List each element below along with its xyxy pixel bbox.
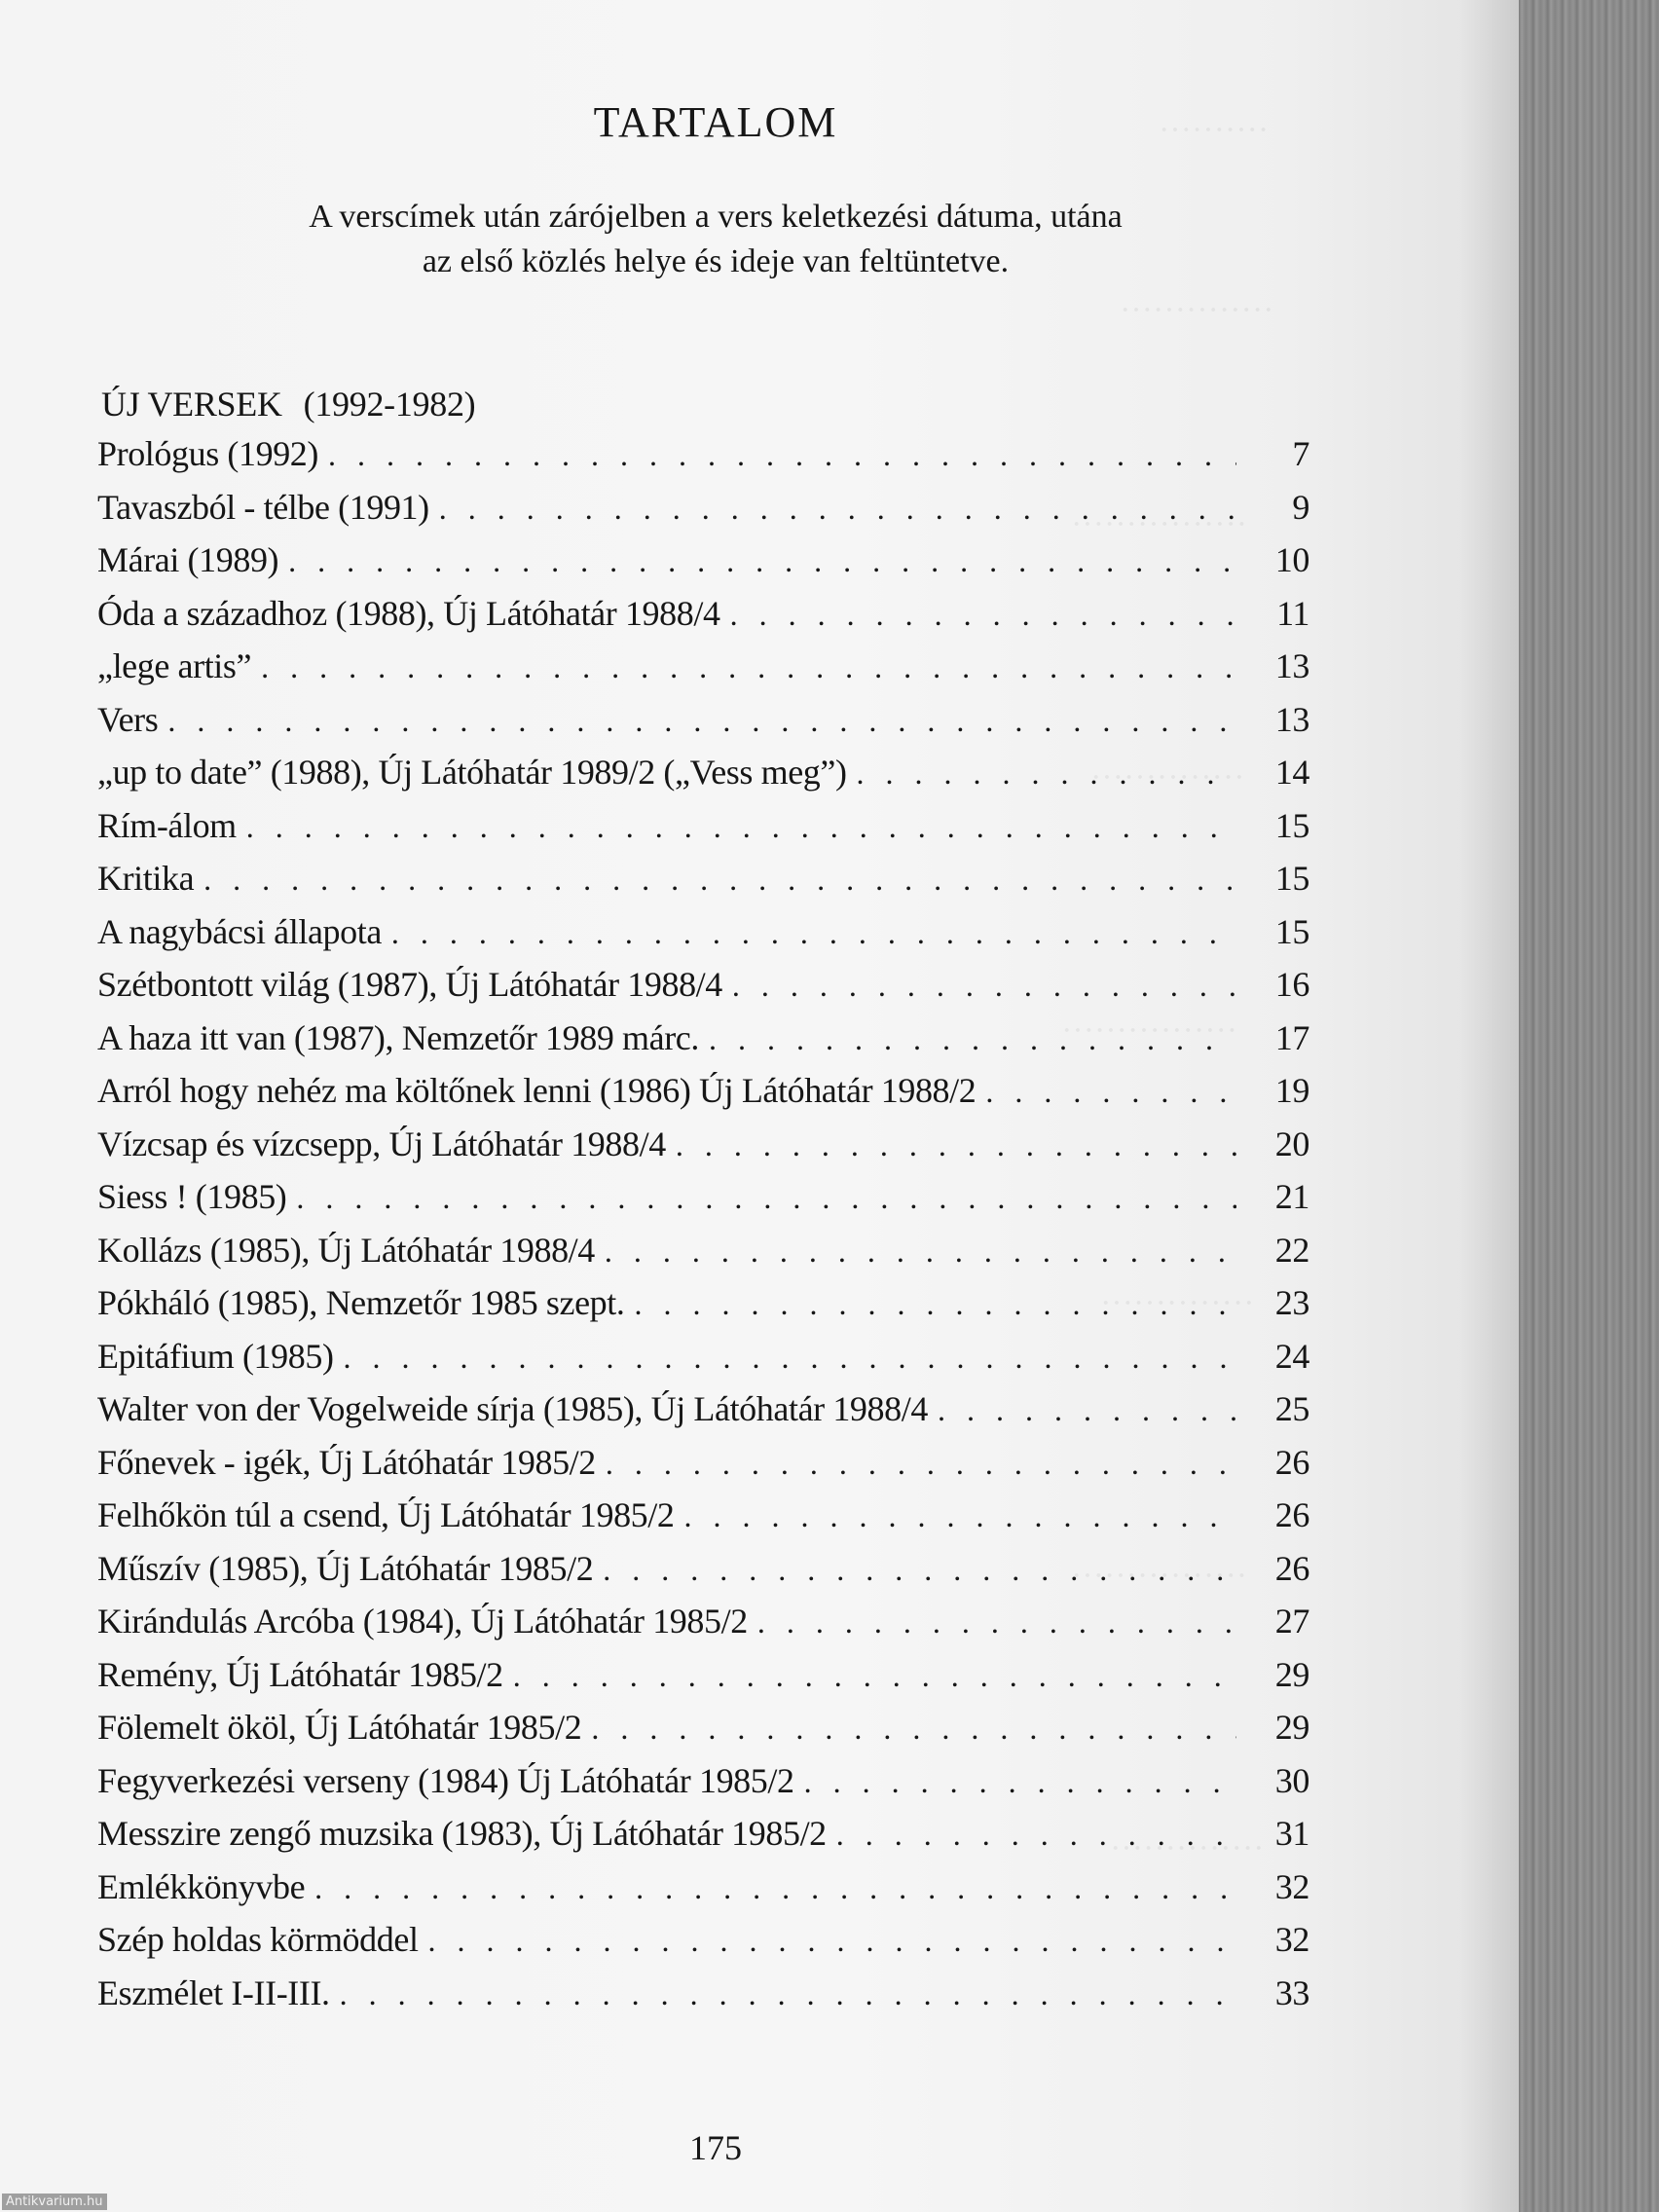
toc-leader-dots	[513, 1658, 1236, 1694]
toc-entry-title: A nagybácsi állapota	[97, 911, 382, 951]
section-name: ÚJ VERSEK	[101, 385, 282, 424]
toc-leader-dots	[732, 968, 1236, 1004]
toc-entry-title: Fegyverkezési verseny (1984) Új Látóhatár 1985/2	[97, 1760, 794, 1800]
toc-entry-title: Kirándulás Arcóba (1984), Új Látóhatár 1985/2	[97, 1602, 748, 1641]
toc-entry-page: 33	[1274, 1972, 1309, 2012]
toc-entry-title: Óda a századhoz (1988), Új Látóhatár 1988/4	[97, 593, 720, 633]
toc-entry	[97, 1442, 1309, 1495]
toc-leader-dots	[836, 1817, 1236, 1853]
toc-entry-page: 17	[1274, 1017, 1309, 1057]
toc-entry-page: 15	[1274, 859, 1309, 898]
toc-entry	[97, 539, 1309, 593]
toc-entry	[97, 911, 1309, 965]
toc-entry	[97, 645, 1309, 699]
toc-entry-title: Vízcsap és vízcsepp, Új Látóhatár 1988/4	[97, 1124, 666, 1163]
toc-leader-dots	[288, 543, 1236, 579]
toc-entry	[97, 1601, 1309, 1654]
watermark: Antikvarium.hu	[2, 2194, 107, 2210]
toc-leader-dots	[804, 1764, 1236, 1800]
toc-entry	[97, 805, 1309, 859]
toc-entry-title: „up to date” (1988), Új Látóhatár 1989/2 („Vess meg”)	[97, 753, 847, 792]
toc-leader-dots	[605, 1234, 1236, 1270]
toc-leader-dots	[730, 597, 1236, 633]
toc-entry-page: 11	[1276, 593, 1309, 633]
toc-entry-page: 10	[1274, 540, 1309, 579]
show-through-texture: ·········· ·············· ················ ·············· ················ ·············· ················ ··············	[1061, 112, 1274, 1866]
toc-leader-dots	[203, 862, 1236, 898]
toc-entry-title: Műszív (1985), Új Látóhatár 1985/2	[97, 1548, 594, 1588]
toc-entry-page: 26	[1274, 1442, 1309, 1482]
toc-entry-title: Vers	[97, 699, 159, 739]
toc-entry-page: 29	[1274, 1654, 1309, 1694]
toc-entry-page: 26	[1274, 1548, 1309, 1588]
toc-leader-dots	[246, 809, 1236, 845]
toc-leader-dots	[261, 649, 1236, 685]
toc-entry	[97, 1760, 1309, 1814]
toc-entry	[97, 699, 1309, 753]
toc-entry	[97, 1230, 1309, 1283]
toc-entry	[97, 433, 1309, 487]
intro-note-line-2: az első közlés helye és ideje van feltüntetve.	[422, 243, 1010, 279]
toc-entry	[97, 1176, 1309, 1230]
toc-entry-page: 7	[1292, 434, 1309, 473]
toc-entry-title: Fölemelt ököl, Új Látóhatár 1985/2	[97, 1708, 582, 1747]
toc-entry-page: 16	[1274, 965, 1309, 1004]
toc-entry-page: 9	[1292, 487, 1309, 527]
section-heading	[101, 384, 475, 424]
toc-entry-page: 25	[1274, 1389, 1309, 1428]
toc-entry-page: 20	[1274, 1124, 1309, 1163]
toc-entry	[97, 1919, 1309, 1972]
toc-entry-title: Epitáfium (1985)	[97, 1336, 334, 1376]
toc-entry	[97, 1070, 1309, 1124]
toc-leader-dots	[634, 1286, 1236, 1322]
toc-entry-title: Arról hogy nehéz ma költőnek lenni (1986) Új Látóhatár 1988/2	[97, 1071, 977, 1110]
page-title: TARTALOM	[593, 98, 838, 146]
toc-leader-dots	[391, 915, 1236, 951]
toc-entry-title: Kritika	[97, 859, 195, 898]
toc-leader-dots	[606, 1446, 1236, 1482]
toc-entry	[97, 1654, 1309, 1708]
intro-note	[214, 195, 1217, 284]
toc-entry-title: Felhőkön túl a csend, Új Látóhatár 1985/2	[97, 1495, 675, 1534]
toc-leader-dots	[167, 703, 1236, 739]
toc-entry	[97, 1707, 1309, 1760]
toc-leader-dots	[314, 1870, 1236, 1906]
toc-entry	[97, 964, 1309, 1017]
toc-entry	[97, 858, 1309, 911]
toc-leader-dots	[683, 1498, 1236, 1534]
toc-entry-page: 13	[1274, 646, 1309, 685]
toc-entry	[97, 1388, 1309, 1442]
table-of-contents	[97, 433, 1309, 2025]
toc-entry	[97, 487, 1309, 540]
toc-entry	[97, 1972, 1309, 2026]
toc-entry-page: 14	[1274, 753, 1309, 792]
toc-leader-dots	[676, 1127, 1236, 1163]
toc-entry-title: Rím-álom	[97, 805, 237, 845]
toc-leader-dots	[857, 756, 1236, 792]
intro-note-line-1: A verscímek után zárójelben a vers keletkezési dátuma, utána	[309, 199, 1123, 235]
toc-entry-page: 23	[1274, 1283, 1309, 1322]
toc-leader-dots	[344, 1340, 1236, 1376]
toc-leader-dots	[296, 1180, 1236, 1216]
toc-leader-dots	[591, 1711, 1236, 1747]
toc-entry-title: Szétbontott világ (1987), Új Látóhatár 1988/4	[97, 965, 722, 1004]
toc-entry-page: 29	[1274, 1708, 1309, 1747]
toc-leader-dots	[757, 1604, 1236, 1641]
toc-entry-title: Eszmélet I-II-III.	[97, 1972, 330, 2012]
toc-entry-page: 22	[1274, 1230, 1309, 1270]
toc-entry-page: 26	[1274, 1495, 1309, 1534]
page-edge-shadow	[1460, 0, 1519, 2212]
toc-leader-dots	[328, 437, 1236, 473]
toc-entry	[97, 1124, 1309, 1177]
toc-entry	[97, 1494, 1309, 1548]
toc-entry-page: 32	[1274, 1920, 1309, 1959]
toc-entry-title: Tavaszból - télbe (1991)	[97, 487, 429, 527]
toc-entry-title: Prológus (1992)	[97, 434, 318, 473]
toc-entry-title: Kollázs (1985), Új Látóhatár 1988/4	[97, 1230, 595, 1270]
toc-leader-dots	[439, 491, 1236, 527]
toc-entry-page: 27	[1274, 1602, 1309, 1641]
toc-leader-dots	[340, 1976, 1236, 2012]
toc-entry-title: Pókháló (1985), Nemzetőr 1985 szept.	[97, 1283, 625, 1322]
section-years: (1992-1982)	[303, 385, 476, 424]
background-surface	[1519, 0, 1659, 2212]
toc-entry-title: A haza itt van (1987), Nemzetőr 1989 márc.	[97, 1017, 699, 1057]
toc-leader-dots	[428, 1923, 1236, 1959]
toc-entry-title: „lege artis”	[97, 646, 252, 685]
toc-entry-page: 30	[1274, 1760, 1309, 1800]
toc-entry	[97, 1336, 1309, 1389]
toc-entry-title: Walter von der Vogelweide sírja (1985), Új Látóhatár 1988/4	[97, 1389, 928, 1428]
toc-entry	[97, 1282, 1309, 1336]
toc-entry-title: Márai (1989)	[97, 540, 279, 579]
toc-entry-page: 19	[1274, 1071, 1309, 1110]
toc-entry-title: Szép holdas körmöddel	[97, 1920, 419, 1959]
toc-entry	[97, 1017, 1309, 1071]
toc-entry	[97, 1813, 1309, 1866]
toc-entry-title: Siess ! (1985)	[97, 1177, 287, 1216]
toc-entry-title: Messzire zengő muzsika (1983), Új Látóhatár 1985/2	[97, 1814, 827, 1853]
toc-entry-page: 24	[1274, 1336, 1309, 1376]
toc-entry-title: Remény, Új Látóhatár 1985/2	[97, 1654, 503, 1694]
toc-entry	[97, 752, 1309, 805]
toc-entry-page: 31	[1274, 1814, 1309, 1853]
toc-entry-page: 13	[1274, 699, 1309, 739]
toc-leader-dots	[938, 1392, 1236, 1428]
toc-entry-title: Emlékkönyvbe	[97, 1866, 306, 1906]
toc-entry-page: 21	[1274, 1177, 1309, 1216]
toc-leader-dots	[603, 1552, 1236, 1588]
toc-entry-page: 32	[1274, 1866, 1309, 1906]
toc-leader-dots	[709, 1021, 1236, 1057]
toc-entry	[97, 593, 1309, 646]
toc-entry	[97, 1866, 1309, 1920]
toc-entry-page: 15	[1274, 805, 1309, 845]
page-number: 175	[689, 2128, 742, 2167]
toc-entry	[97, 1548, 1309, 1602]
toc-entry-title: Főnevek - igék, Új Látóhatár 1985/2	[97, 1442, 596, 1482]
toc-leader-dots	[985, 1074, 1236, 1110]
toc-entry-page: 15	[1274, 911, 1309, 951]
